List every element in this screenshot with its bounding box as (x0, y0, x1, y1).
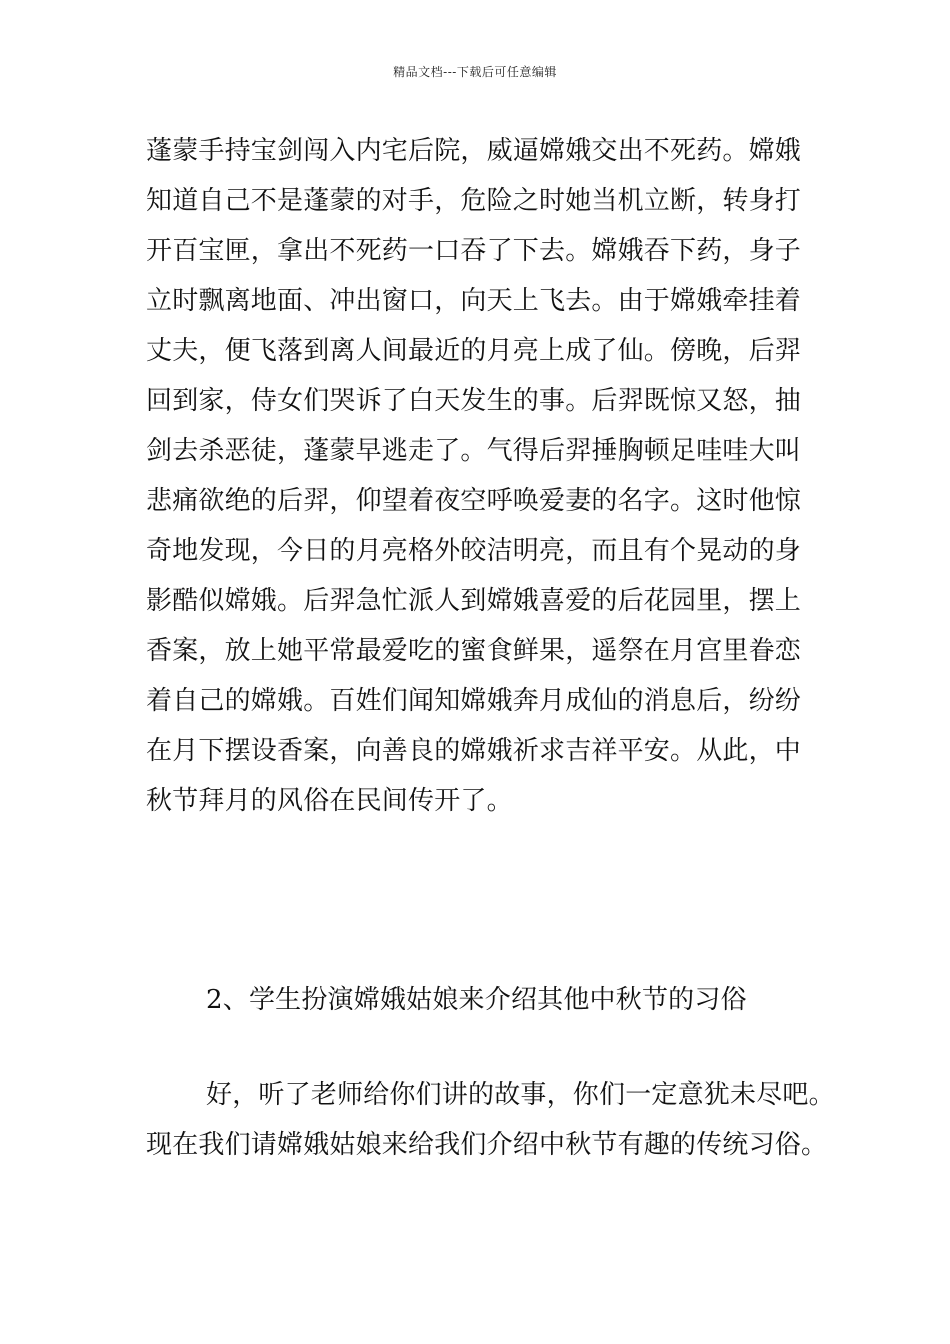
page-header: 精品文档---下载后可任意编辑 (393, 65, 557, 79)
story-line: 知道自己不是蓬蒙的对手，危险之时她当机立断，转身打 (146, 186, 802, 216)
story-line: 着自己的嫦娥。百姓们闻知嫦娥奔月成仙的消息后，纷纷 (146, 686, 802, 716)
intro-line: 现在我们请嫦娥姑娘来给我们介绍中秋节有趣的传统习俗。 (146, 1130, 828, 1160)
story-line: 在月下摆设香案，向善良的嫦娥祈求吉祥平安。从此，中 (146, 736, 802, 766)
story-line: 丈夫，便飞落到离人间最近的月亮上成了仙。傍晚，后羿 (146, 336, 802, 366)
story-line: 回到家，侍女们哭诉了白天发生的事。后羿既惊又怒，抽 (146, 386, 802, 416)
story-line: 蓬蒙手持宝剑闯入内宅后院，威逼嫦娥交出不死药。嫦娥 (146, 136, 802, 166)
intro-line: 好，听了老师给你们讲的故事，你们一定意犹未尽吧。 (206, 1080, 835, 1110)
story-line: 悲痛欲绝的后羿，仰望着夜空呼唤爱妻的名字。这时他惊 (146, 486, 802, 516)
section-heading: 2、学生扮演嫦娥姑娘来介绍其他中秋节的习俗 (206, 985, 747, 1015)
story-line: 立时飘离地面、冲出窗口，向天上飞去。由于嫦娥牵挂着 (146, 286, 802, 316)
story-line: 影酷似嫦娥。后羿急忙派人到嫦娥喜爱的后花园里，摆上 (146, 586, 802, 616)
story-line: 秋节拜月的风俗在民间传开了。 (146, 786, 513, 816)
story-line: 香案，放上她平常最爱吃的蜜食鲜果，遥祭在月宫里眷恋 (146, 636, 802, 666)
story-line: 奇地发现，今日的月亮格外皎洁明亮，而且有个晃动的身 (146, 536, 802, 566)
story-line: 开百宝匣，拿出不死药一口吞了下去。嫦娥吞下药，身子 (146, 236, 802, 266)
story-line: 剑去杀恶徒，蓬蒙早逃走了。气得后羿捶胸顿足哇哇大叫 (146, 436, 802, 466)
